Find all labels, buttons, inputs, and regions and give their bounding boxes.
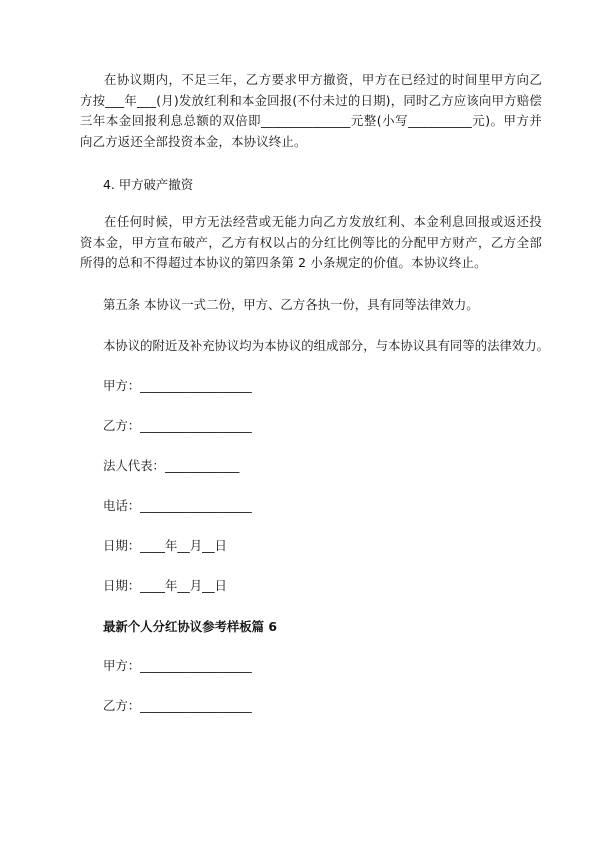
section-6-party-a-line: 甲方：__________________ [103, 658, 252, 673]
appendix-paragraph: 本协议的附近及补充协议均为本协议的组成部分，与本协议具有同等的法律效力。 [103, 338, 550, 353]
date-line-1: 日期：____年__月__日 [103, 538, 227, 553]
legal-representative-line: 法人代表：____________ [103, 458, 240, 473]
bankruptcy-clause-paragraph: 在任何时候，甲方无法经营或无能力向乙方发放红利、本金利息回报或返还投资本金，甲方宣布破产，乙方有权以占的分红比例等比的分配甲方财产，乙方全部所得的总和不得超过本协议的第四条第 2 小条规定的价值。本协议终止。 [80, 214, 542, 270]
section-6-heading: 最新个人分红协议参考样板篇 6 [103, 619, 278, 634]
section-4-heading: 4. 甲方破产撤资 [103, 177, 194, 192]
date-line-2: 日期：____年__月__日 [103, 578, 227, 593]
phone-line: 电话：__________________ [103, 498, 252, 513]
article-5-paragraph: 第五条 本协议一式二份，甲方、乙方各执一份，具有同等法律效力。 [103, 297, 479, 312]
withdrawal-clause-paragraph: 在协议期内，不足三年，乙方要求甲方撤资，甲方在已经过的时间里甲方向乙方按___年___(月)发放红利和本金回报(不付未过的日期)，同时乙方应该向甲方赔偿三年本金回报利息总额的双倍即______________元整(小写__________元)。甲方并向乙方返还全部投资本金，本协议终止。 [80, 72, 542, 149]
section-6-party-b-line: 乙方：__________________ [103, 698, 252, 713]
party-b-signature-line: 乙方：__________________ [103, 418, 252, 433]
party-a-signature-line: 甲方：__________________ [103, 378, 252, 393]
